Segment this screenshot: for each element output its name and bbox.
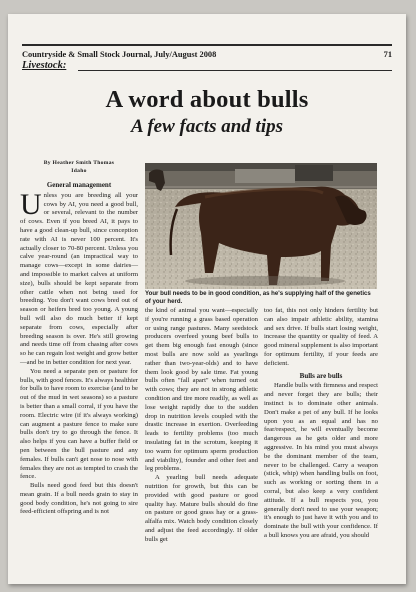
author-location: Idaho [71,167,87,174]
drop-cap: U [20,187,42,221]
bull-photo-image [145,163,377,289]
paragraph: You need a separate pen or pasture for bulls, with good fences. It's always healthier for bulls to have room to exercise (and to be out of the mud in wet seasons) so a pasture is better than a small corral, if you have the room. Electric wire (if it's always working) can augment a pasture fence to make sure bulls don't try to go through the fence. It also helps if you can have a buffer field or pen between the bull pasture and any females. If bulls can't get nose to nose with females they are not as tempted to crash the fence. [20,367,138,481]
paragraph: Bulls need good feed but this doesn't mean grain. If a bull needs grain to stay in good body condition, he's not going to sire feed-efficient offspring and is not [20,482,138,516]
paragraph: A yearling bull needs adequate nutrition for growth, but this can be provided with good pasture or good quality hay. Mature bulls should do fine on pasture or good grass hay or a grass-alfalfa mix. Watch body condition closely and adjust the feed accordingly. If older bulls get [145,474,258,543]
article-title: A word about bulls [105,86,309,113]
column-1 [20,160,138,517]
publication-title: Countryside & Small Stock Journal, July/August 2008 [22,50,217,59]
paragraph: too fat, this not only hinders fertility but can also impair athletic ability, stamina and sex drive. If bulls start losing weight, increase the quantity or quality of feed. A good mineral supplement is also important for optimum fertility, if your feeds are deficient. [264,307,378,367]
column-2 [145,307,258,545]
paragraph-text: nless you are breeding all your cows by AI, you need a good bull, or several, relevant to the number of cows. Even if you breed AI, it pays to have a good clean-up bull, since conception rate with AI is never 100 percent. It's actually closer to 70-80 percent. Unless you calve year-round (an impractical way to manage cows—except in some dairies—and impossible to market calves at uniform size), bulls should be kept separate from other cattle when not being used for breeding. You don't want cows bred out of season or heifers bred too young. A young bull will also do much better if kept separate from cows, especially after breeding season is over. He's still growing and needs time off from chasing after cows so he can regain lost weight and grow better—and be in better condition for next year. [20,191,138,366]
magazine-page [8,14,406,584]
author-name: By Heather Smith Thomas [43,160,115,166]
section-divider [78,70,392,71]
article-subtitle: A few facts and tips [130,116,283,137]
paragraph [20,187,138,368]
subhead-general-management: General management [46,181,112,189]
byline [20,160,138,175]
subhead-bulls-are-bulls: Bulls are bulls [299,371,343,380]
section-label: Livestock: [22,60,67,71]
paragraph: the kind of animal you want—especially if you're running a grass based operation or using range pastures. Many seedstock producers overfeed young beef bulls to get them big enough fast enough (since most bulls are now sold as yearlings rather than two-year-olds) and to have them look good by sale time. Fat young bulls often "fall apart" when turned out with cows; they are not in strong athletic condition and tire more readily, as well as lose weight rapidly due to the sudden drop in nutrition levels coupled with the drastic increase in exertion. Overfeeding leads to fertility problems (too much insulating fat in the scrotum, keeping it too warm for optimum sperm production and viability), founder and other feet and leg problems. [145,307,258,473]
bull-photo [145,163,377,289]
column-3 [264,307,378,541]
running-header [22,44,392,59]
photo-caption: Your bull needs to be in good condition, as he's supplying half of the genetics of your herd. [145,290,371,305]
paragraph: Handle bulls with firmness and respect and never forget they are bulls; their instinct is to dominate other animals. Don't make a pet of any bull. If he looks upon you as an equal and has no fear/respect, he will eventually become dangerous as he gets older and more aggressive. In his mind you must always be the dominant member of the team, never to be challenged. Carry a weapon (stick, whip) when handling bulls on foot, such as working or sorting them in a corral, but also keep a very confident attitude. If a bull respects you, you generally don't need to use your weapon; it's enough to just have it with you and to dominate the bull with your confidence. If a bull knows you are afraid, you should [264,382,378,539]
page-number: 71 [383,50,392,59]
